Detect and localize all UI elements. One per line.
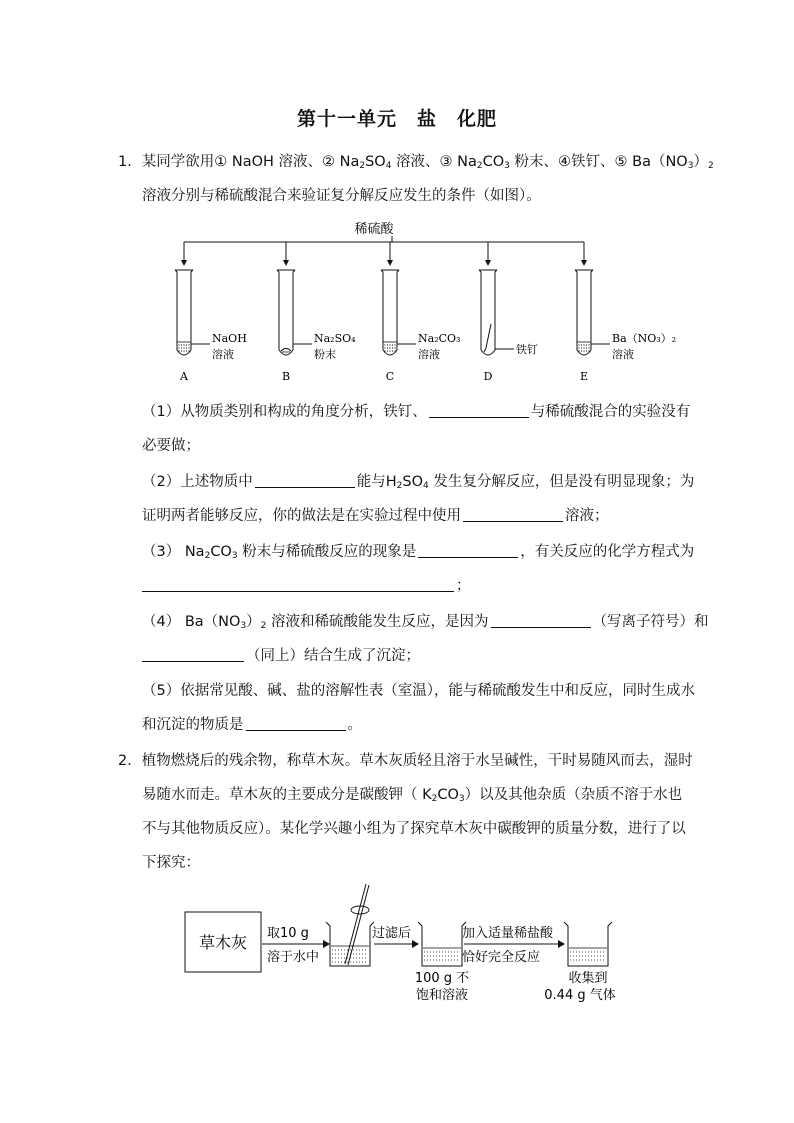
tube-label-c: Na₂CO₃: [418, 332, 461, 345]
q1-part3-line2: ；: [142, 576, 471, 596]
q1-part5-line1: （5）依据常见酸、碱、盐的溶解性表（室温），能与稀硫酸发生中和反应，同时生成水: [142, 683, 695, 699]
q2-line1: 2．植物燃烧后的残余物，称草木灰。草木灰质轻且溶于水呈碱性，干时易随风而去，湿时: [118, 753, 693, 769]
q1-part1-line1: （1）从物质类别和构成的角度分析，铁钉、 与稀硫酸混合的实验没有: [142, 404, 691, 420]
drop-arrow-icon: [387, 260, 393, 266]
q1-stem-line2: 溶液分别与稀硫酸混合来验证复分解反应发生的条件（如图）。: [142, 188, 541, 204]
beaker3-label-1: 收集到: [568, 971, 608, 986]
q1-part4-line2: （同上）结合生成了沉淀；: [142, 646, 420, 666]
test-tube-e: [575, 242, 676, 383]
step1-top: 取10 g: [267, 926, 309, 941]
q1-part5-line2: 和沉淀的物质是 。: [142, 717, 362, 733]
tube-label-d: 铁钉: [516, 343, 538, 356]
q1-part3-line1: （3） $Na_2CO_3$ 粉末与稀硫酸反应的现象是 ，有关反应的化学方程式为: [142, 544, 695, 561]
tube-label-c-2: 溶液: [418, 348, 440, 361]
tube-label-e-2: 溶液: [612, 348, 634, 361]
answer-blank[interactable]: [142, 647, 244, 662]
q1-number: 1．: [118, 154, 142, 170]
test-tube-d: [479, 242, 538, 383]
tube-label-b: Na₂SO₄: [314, 332, 356, 345]
beaker-2-solution: [424, 952, 460, 960]
q1-part2-line2: 证明两者能够反应，你的做法是在实验过程中使用 溶液；: [142, 508, 609, 524]
q1-part2-line1: （2）上述物质中 能与$H_2SO_4$ 发生复分解反应，但是没有明显现象；为: [142, 474, 695, 491]
test-tube-c: [381, 242, 460, 383]
step3-bottom: 恰好完全反应: [462, 950, 541, 965]
figure-top-label: 稀硫酸: [354, 222, 394, 237]
test-tube-a: [175, 242, 247, 383]
tube-letter-c: C: [385, 370, 395, 383]
test-tube-figure: [168, 218, 677, 388]
beaker-3-solution: [570, 952, 606, 960]
page-title: 第十一单元 盐 化肥: [296, 108, 497, 130]
test-tube-b: [277, 242, 356, 383]
q2-line4: 下探究：: [142, 855, 200, 871]
beaker2-label-1: 100 g 不: [414, 971, 470, 986]
beaker-2: [418, 922, 466, 966]
drop-arrow-icon: [485, 260, 491, 266]
answer-blank[interactable]: [418, 543, 518, 558]
q2-line3: 不与其他物质反应）。某化学兴趣小组为了探究草木灰中碳酸钾的质量分数，进行了以: [142, 821, 686, 837]
beaker3-label-2: 0.44 g 气体: [544, 988, 616, 1003]
q2-number: 2．: [118, 753, 142, 769]
answer-blank[interactable]: [142, 577, 454, 592]
answer-blank[interactable]: [429, 403, 529, 418]
tube-label-b-2: 粉末: [314, 348, 336, 361]
drop-arrow-icon: [581, 260, 587, 266]
q1-part4-line1: （4） $Ba(NO_3)_2$ 溶液和稀硫酸能发生反应，是因为 （写离子符号）和: [142, 614, 709, 631]
procedure-figure: [180, 880, 630, 1010]
stirring-rod: [345, 884, 366, 964]
tube-label-a: NaOH: [212, 332, 247, 345]
step2-top: 过滤后: [372, 926, 412, 941]
tube-label-a-2: 溶液: [212, 348, 234, 361]
tube-letter-a: A: [180, 370, 188, 383]
answer-blank[interactable]: [463, 507, 563, 522]
tube-letter-d: D: [483, 370, 493, 383]
step1-bottom: 溶于水中: [267, 950, 320, 965]
tube-letter-b: B: [281, 370, 291, 383]
tube-letter-e: E: [579, 370, 589, 383]
q1-stem-line1: 1．某同学欲用① NaOH 溶液、② $Na_2SO_4$ 溶液、③ $Na_2CO_3$ 粉末、④铁钉、⑤ $Ba(NO_3)_2$: [118, 154, 714, 171]
answer-blank[interactable]: [255, 473, 355, 488]
sample-box-label: 草木灰: [198, 933, 248, 952]
answer-blank[interactable]: [246, 716, 346, 731]
drop-arrow-icon: [283, 260, 289, 266]
q2-line2: 易随水而走。草木灰的主要成分是碳酸钾（ $K_2CO_3$）以及其他杂质（杂质不溶于水也: [142, 787, 683, 804]
step3-top: 加入适量稀盐酸: [462, 926, 554, 941]
drop-arrow-icon: [181, 260, 187, 266]
q1-part1-line2: 必要做；: [142, 438, 200, 454]
powder: [281, 349, 291, 352]
beaker2-label-2: 饱和溶液: [415, 988, 469, 1003]
tube-label-e: Ba（NO₃）₂: [612, 332, 677, 345]
beaker-3: [564, 922, 612, 966]
iron-nail: [484, 324, 491, 352]
answer-blank[interactable]: [491, 613, 591, 628]
